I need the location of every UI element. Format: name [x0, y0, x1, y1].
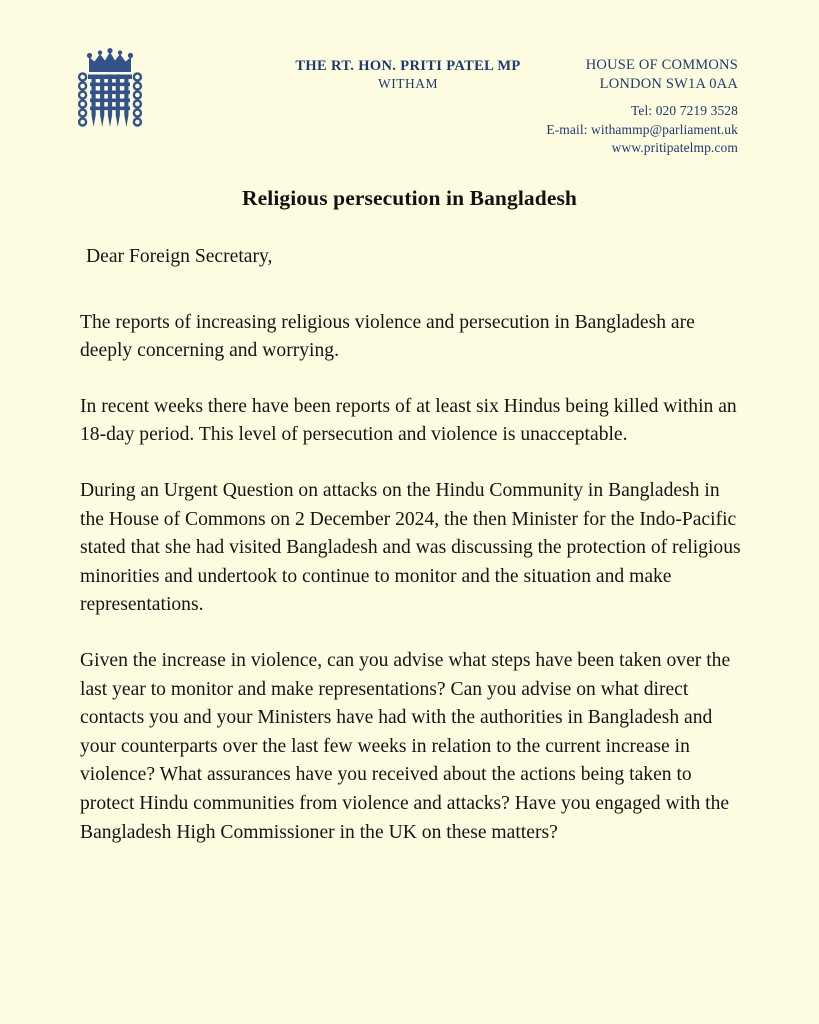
member-constituency: WITHAM [378, 76, 438, 91]
letter-paragraph: During an Urgent Question on attacks on the Hindu Community in Bangladesh in the House of Commons on 2 December 2024, the then Minister for the Indo-Pacific stated that she had visited Bangladesh and was discussing the protection of religious minorities and undertook to continue to monitor and the situation and make representations. [80, 479, 741, 616]
salutation: Dear Foreign Secretary, [86, 246, 273, 267]
address-line-1: HOUSE OF COMMONS [585, 57, 738, 73]
letter-paragraph: In recent weeks there have been reports of at least six Hindus being killed within an 18-day period. This level of persecution and violence is unacceptable. [80, 395, 737, 446]
member-name-block [228, 57, 588, 93]
page-title: Religious persecution in Bangladesh [241, 186, 577, 210]
letter-paragraph: The reports of increasing religious violence and persecution in Bangladesh are deeply concerning and worrying. [80, 311, 695, 362]
letter-paragraph: Given the increase in violence, can you advise what steps have been taken over the last year to monitor and make representations? Can you advise on what direct contacts you and your Ministers have had with the authorities in Bangladesh and your counterparts over the last few weeks in relation to the current increase in violence? What assurances have you received about the actions being taken to protect Hindu communities from violence and attacks? Have you engaged with the Bangladesh High Commissioner in the UK on these matters? [80, 649, 731, 843]
address-line-2: LONDON SW1A 0AA [599, 76, 738, 92]
contact-spacer [546, 94, 738, 102]
contact-block [546, 56, 738, 158]
telephone: Tel: 020 7219 3528 [631, 103, 738, 118]
letterhead [0, 44, 819, 164]
email-address: E-mail: withammp@parliament.uk [546, 121, 738, 137]
member-name: THE RT. HON. PRITI PATEL MP [295, 58, 521, 74]
portcullis-crown-icon [74, 48, 146, 136]
website-address: www.pritipatelmp.com [611, 140, 738, 155]
letter-body [80, 243, 745, 847]
